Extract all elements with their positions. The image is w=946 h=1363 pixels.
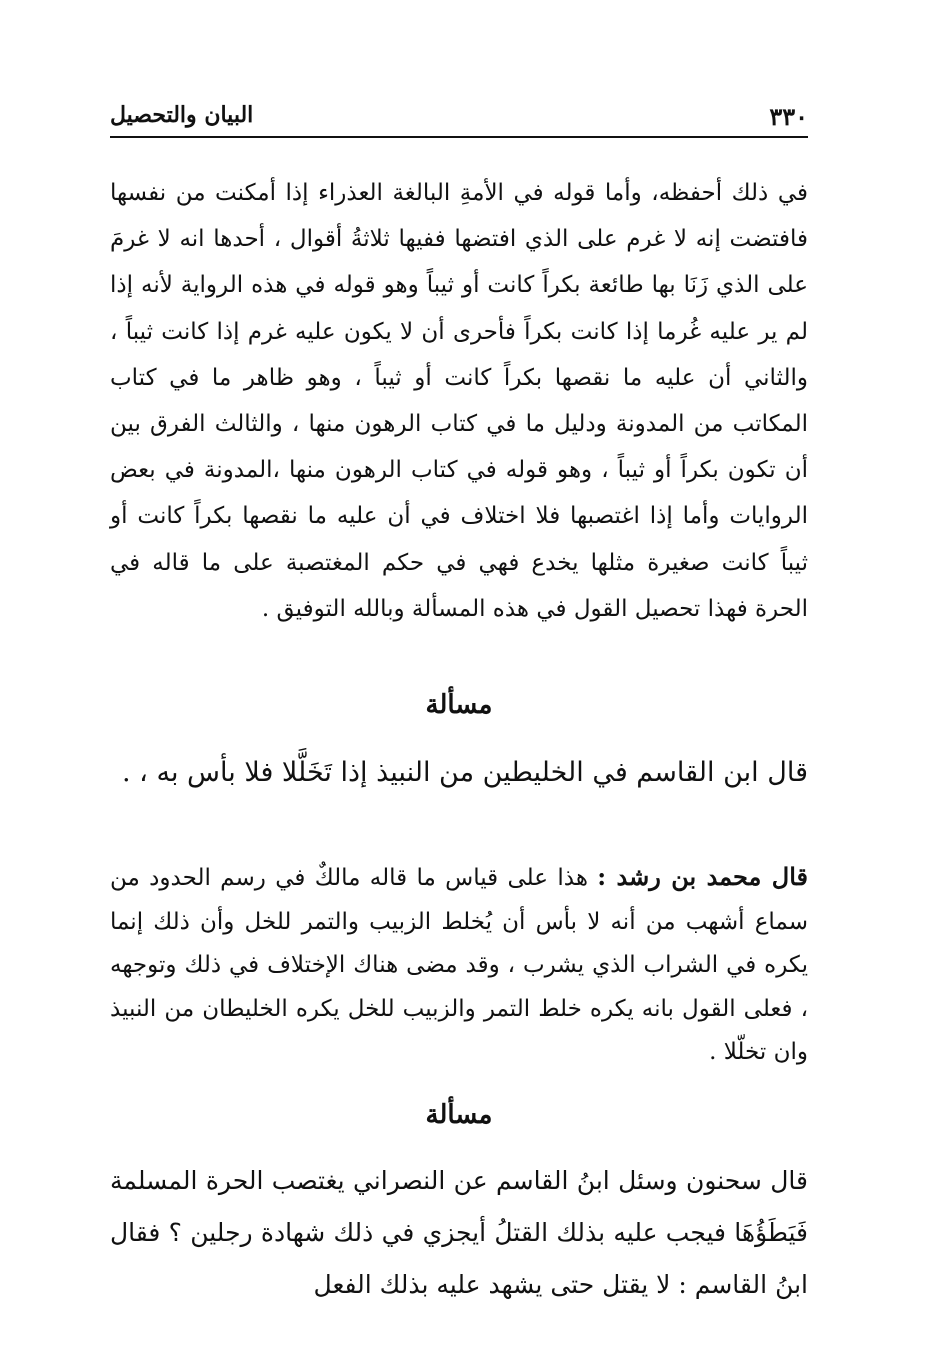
paragraph-3-text: هذا على قياس ما قاله مالكٌ في رسم الحدود من سماع أشهب من أنه لا بأس أن يُخلط الزبيب والتمر للخل وأن ذلك إنما يكره في الشراب الذي يشرب ، وقد مضى هناك الإختلاف في ذلك وتوجهه ، فعلى القول بانه يكره خلط التمر والزبيب للخل يكره الخليطان من النبيذ وان تخلّلا . — [110, 865, 808, 1065]
section-heading-1: مسألة — [425, 690, 493, 720]
paragraph-1: في ذلك أحفظه، وأما قوله في الأمةِ البالغة العذراء إذا أمكنت من نفسها فافتضت إنه لا غرم على الذي افتضها ففيها ثلاثةُ أقوال ، أحدها انه لا غرمَ على الذي زَنَا بها طائعة بكراً كانت أو ثيباً وهو قوله في هذه الرواية لأنه إذا لم ير عليه غُرما إذا كانت بكراً فأحرى أن لا يكون عليه غرم إذا كانت ثيباً ، والثاني أن عليه ما نقصها بكراً كانت أو ثيباً ، وهو ظاهر ما في كتاب المكاتب من المدونة ودليل ما في كتاب الرهون منها ، والثالث الفرق بين أن تكون بكراً أو ثيباً ، وهو قوله في كتاب الرهون منها ،المدونة في بعض الروايات وأما إذا اغتصبها فلا اختلاف في أن عليه ما نقصها بكراً كانت أو ثيباً كانت صغيرة مثلها يخدع فهي في حكم المغتصبة على ما قاله في الحرة فهذا تحصيل القول في هذه المسألة وبالله التوفيق . — [110, 180, 808, 622]
page-number: ٣٣٠ — [769, 102, 808, 131]
paragraph-4: قال سحنون وسئل ابنُ القاسم عن النصراني يغتصب الحرة المسلمة فَيَطَؤُهَا فيجب عليه بذلك القتلُ أيجزي في ذلك شهادة رجلين ؟ فقال ابنُ القاسم : لا يقتل حتى يشهد عليه بذلك الفعل — [110, 1166, 808, 1299]
paragraph-2: قال ابن القاسم في الخليطين من النبيذ إذا تَخَلَّلا فلا بأس به ، . — [122, 757, 808, 788]
book-title: البيان والتحصيل — [110, 102, 254, 128]
speaker-label: قال محمد بن رشد : — [597, 862, 808, 891]
page-header — [110, 100, 808, 138]
section-heading-2: مسألة — [425, 1100, 493, 1130]
paragraph-3 — [110, 855, 808, 1075]
